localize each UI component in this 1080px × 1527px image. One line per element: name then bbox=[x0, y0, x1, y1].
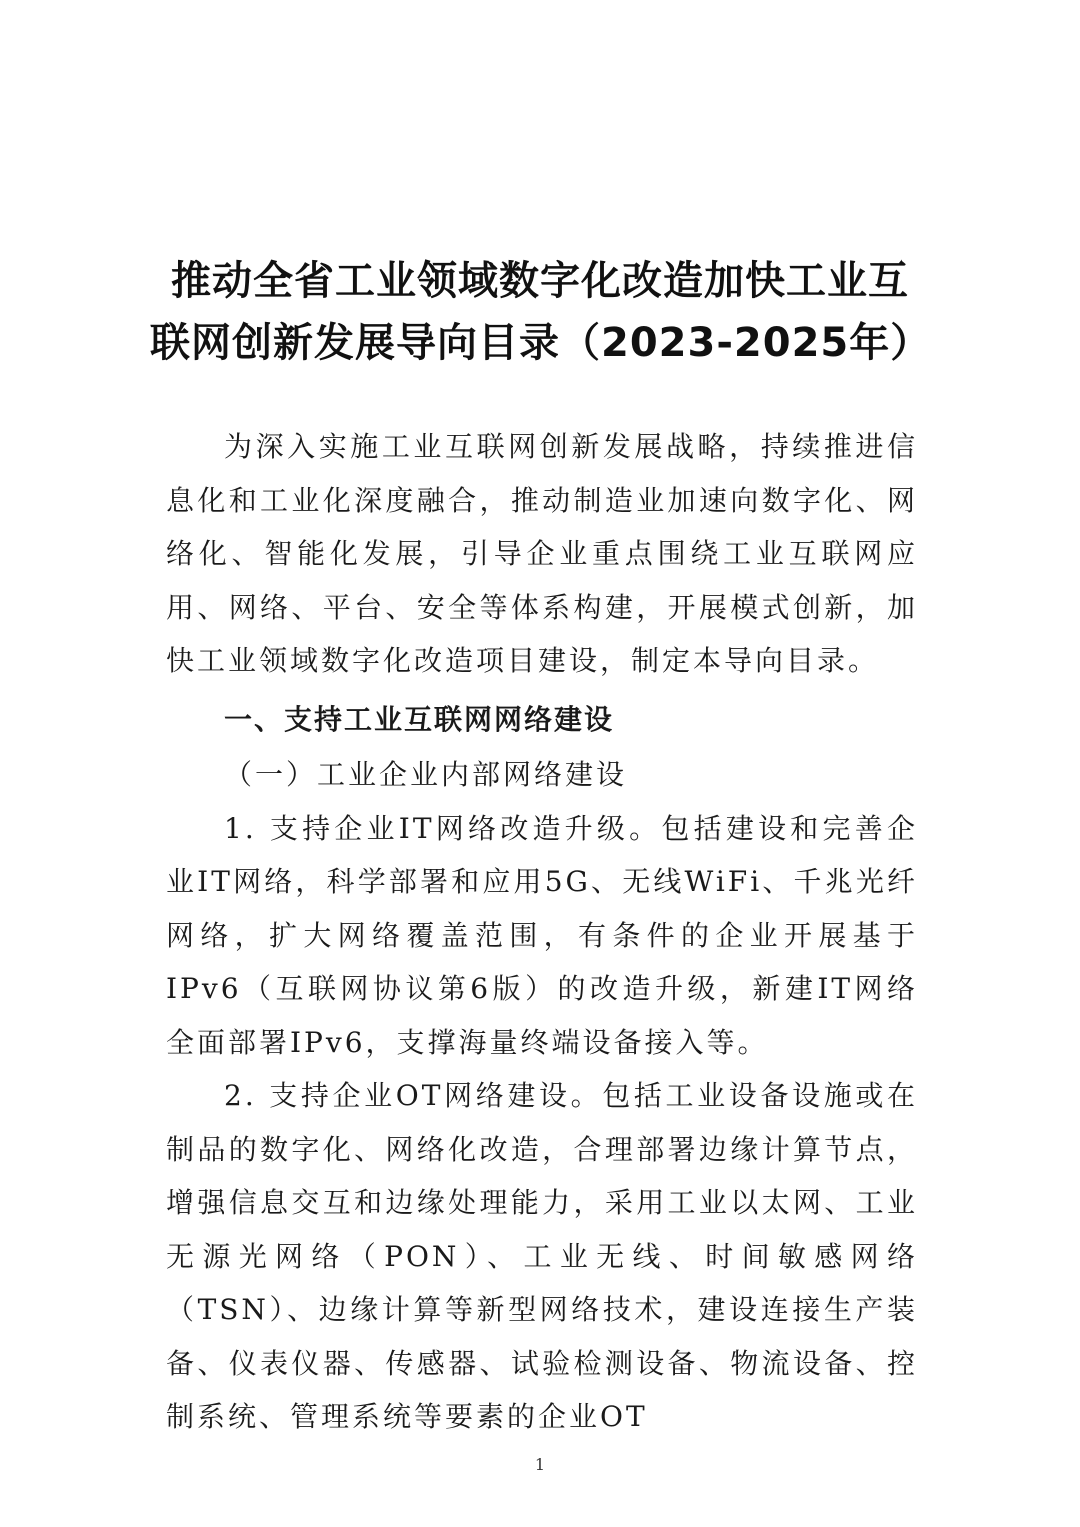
subsection-heading-1: （一）工业企业内部网络建设 bbox=[224, 758, 628, 791]
section-heading-1: 一、支持工业互联网网络建设 bbox=[224, 702, 615, 736]
paragraph-item-1: 1. 支持企业IT网络改造升级。包括建设和完善企业IT网络，科学部署和应用5G、无线WiFi、千兆光纤网络，扩大网络覆盖范围，有条件的企业开展基于IPv6（互联网协议第6版）的改造升级，新建IT网络全面部署IPv6，支撑海量终端设备接入等。 bbox=[166, 811, 918, 1059]
document-body bbox=[166, 420, 918, 1444]
document-title bbox=[150, 250, 930, 374]
intro-paragraph: 为深入实施工业互联网创新发展战略，持续推进信息化和工业化深度融合，推动制造业加速向数字化、网络化、智能化发展，引导企业重点围绕工业互联网应用、网络、平台、安全等体系构建，开展模式创新，加快工业领域数字化改造项目建设，制定本导向目录。 bbox=[166, 430, 918, 677]
page-number: 1 bbox=[534, 1455, 546, 1474]
title-line-1: 推动全省工业领域数字化改造加快工业互 bbox=[171, 258, 909, 304]
title-line-2: 联网创新发展导向目录（2023-2025年） bbox=[150, 320, 932, 366]
paragraph-item-2: 2. 支持企业OT网络建设。包括工业设备设施或在制品的数字化、网络化改造，合理部署边缘计算节点，增强信息交互和边缘处理能力，采用工业以太网、工业无源光网络（PON）、工业无线、时间敏感网络（TSN）、边缘计算等新型网络技术，建设连接生产装备、仪表仪器、传感器、试验检测设备、物流设备、控制系统、管理系统等要素的企业OT bbox=[166, 1079, 918, 1433]
